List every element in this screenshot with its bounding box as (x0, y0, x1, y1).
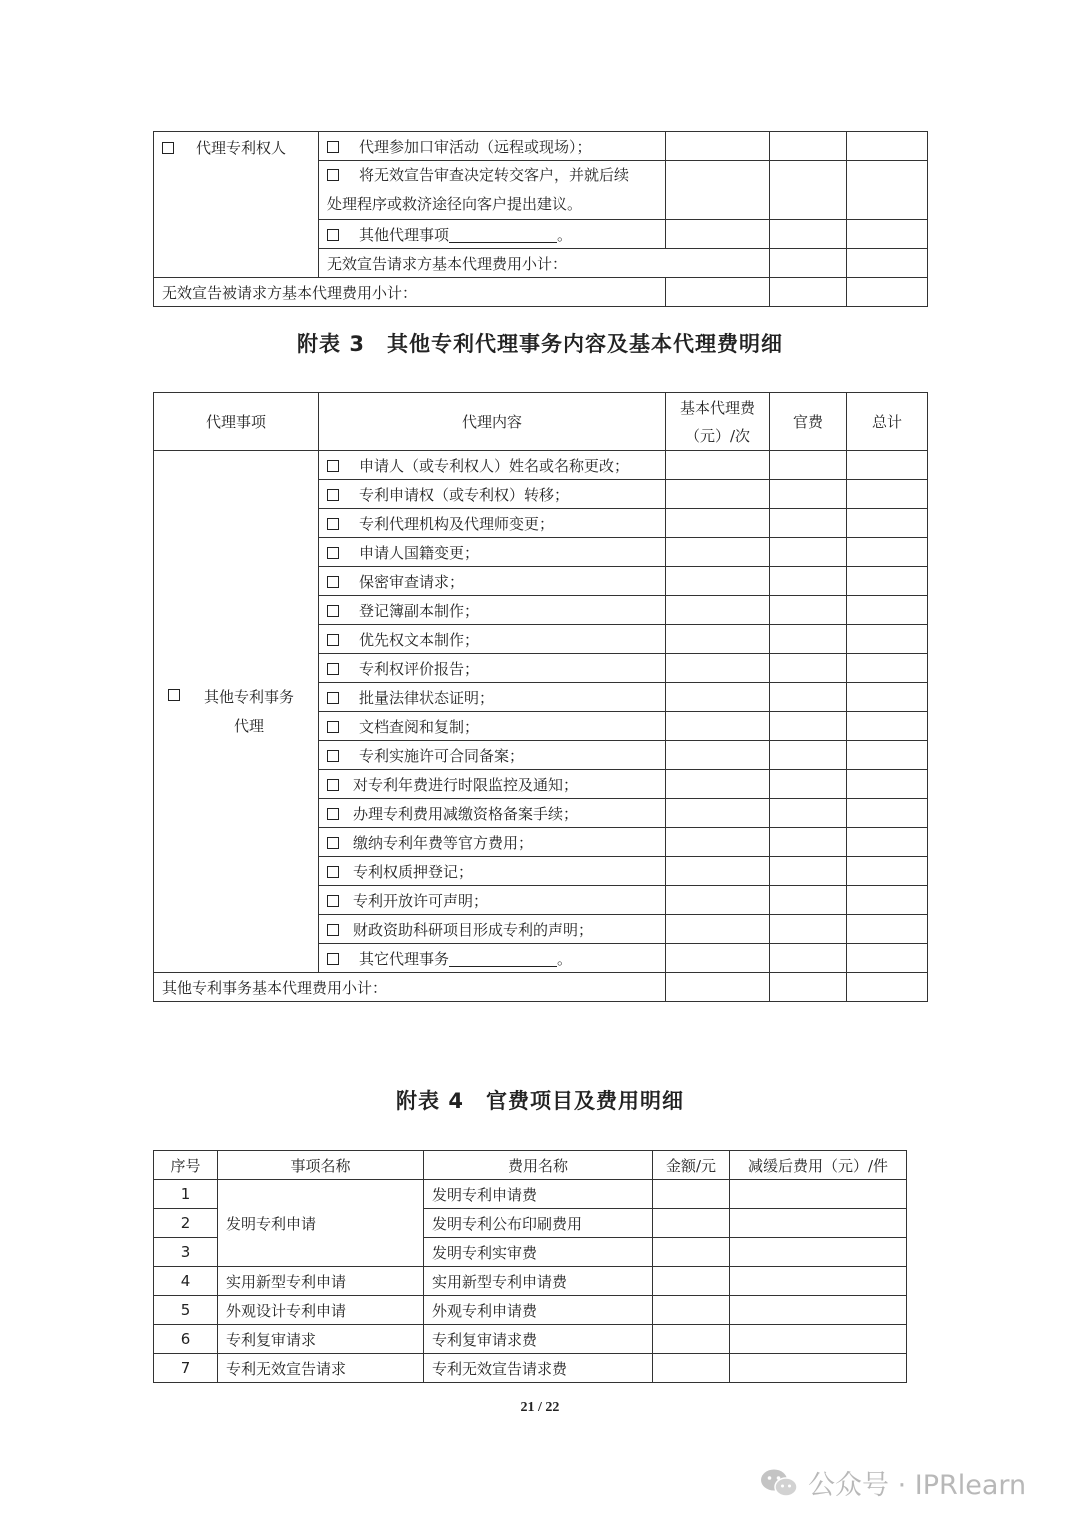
subtotal-respondent: 无效宣告被请求方基本代理费用小计： (154, 278, 666, 307)
official-fee-cell (770, 480, 847, 509)
header-fee-line2: （元）/次 (684, 426, 751, 445)
item-cell (319, 770, 666, 799)
row-number: 6 (154, 1325, 218, 1354)
fee-name: 发明专利实审费 (424, 1238, 653, 1267)
item-label: 专利代理机构及代理师变更； (359, 514, 555, 533)
item-cell (319, 596, 666, 625)
reduced-fee-cell (730, 1296, 907, 1325)
fee-name: 实用新型专利申请费 (424, 1267, 653, 1296)
header-fee-name: 费用名称 (424, 1151, 653, 1180)
wechat-icon (760, 1468, 798, 1498)
item-cell (319, 944, 666, 973)
fee-cell (666, 799, 770, 828)
group-label: 其他专利事务 (204, 687, 295, 706)
reduced-fee-cell (730, 1354, 907, 1383)
fee-cell (666, 132, 770, 161)
item-cell (319, 828, 666, 857)
item-label: 专利实施许可合同备案； (359, 746, 525, 765)
item-label: 专利开放许可声明； (353, 891, 489, 910)
checkbox[interactable] (327, 576, 339, 588)
total-cell (847, 509, 928, 538)
item-cell (319, 654, 666, 683)
amount-cell (653, 1209, 730, 1238)
official-fee-cell (770, 770, 847, 799)
suffix: 。 (557, 225, 573, 244)
fee-cell (666, 712, 770, 741)
row-number: 4 (154, 1267, 218, 1296)
fee-name: 发明专利公布印刷费用 (424, 1209, 653, 1238)
item-label: 财政资助科研项目形成专利的声明； (353, 920, 594, 939)
official-fee-cell (770, 538, 847, 567)
total-cell (847, 770, 928, 799)
checkbox[interactable] (327, 229, 339, 241)
fee-cell (666, 944, 770, 973)
fee-cell (666, 886, 770, 915)
fee-cell (666, 480, 770, 509)
fee-cell (666, 654, 770, 683)
amount-cell (653, 1325, 730, 1354)
item-cell (319, 799, 666, 828)
section-3-heading (0, 328, 1080, 358)
header-amount: 金额/元 (653, 1151, 730, 1180)
header-no: 序号 (154, 1151, 218, 1180)
item-label: 专利权评价报告； (359, 659, 480, 678)
total-cell (847, 973, 928, 1002)
checkbox[interactable] (327, 663, 339, 675)
total-cell (847, 712, 928, 741)
fee-cell (770, 249, 847, 278)
official-fee-cell (770, 220, 847, 249)
fee-name: 专利无效宣告请求费 (424, 1354, 653, 1383)
reduced-fee-cell (730, 1325, 907, 1354)
checkbox[interactable] (327, 169, 339, 181)
fee-cell (666, 509, 770, 538)
total-cell (847, 596, 928, 625)
item-cell (319, 625, 666, 654)
table-other-patent-affairs (153, 392, 928, 1002)
header-total: 总计 (847, 393, 928, 451)
page-number: 21 / 22 (520, 1400, 560, 1415)
blank-line[interactable] (449, 952, 557, 967)
total-cell (847, 625, 928, 654)
official-fee-cell (770, 625, 847, 654)
section-title: 官费项目及费用明细 (485, 1088, 684, 1113)
checkbox[interactable] (327, 489, 339, 501)
official-fee-cell (847, 249, 928, 278)
header-matter: 事项名称 (218, 1151, 424, 1180)
item-label: 申请人（或专利权人）姓名或名称更改； (359, 456, 630, 475)
fee-cell (666, 567, 770, 596)
checkbox[interactable] (327, 808, 339, 820)
total-cell (847, 828, 928, 857)
header-content: 代理内容 (319, 393, 666, 451)
checkbox[interactable] (327, 924, 339, 936)
fee-cell (666, 857, 770, 886)
fee-cell (666, 741, 770, 770)
section-number: 附表 3 (297, 332, 365, 356)
fee-cell (666, 973, 770, 1002)
checkbox[interactable] (327, 692, 339, 704)
checkbox[interactable] (327, 721, 339, 733)
item-label: 申请人国籍变更； (359, 543, 480, 562)
matter-name: 专利复审请求 (218, 1325, 424, 1354)
item-label: 文档查阅和复制； (359, 717, 480, 736)
matter-name: 专利无效宣告请求 (218, 1354, 424, 1383)
total-cell (847, 886, 928, 915)
fee-cell (666, 596, 770, 625)
table-row (154, 1296, 907, 1325)
item-cell (319, 161, 666, 220)
subtotal-other: 其他专利事务基本代理费用小计： (154, 973, 666, 1002)
official-fee-cell (770, 712, 847, 741)
official-fee-cell (770, 567, 847, 596)
fee-cell (666, 161, 770, 220)
fee-cell (666, 625, 770, 654)
checkbox[interactable] (327, 605, 339, 617)
item-label: 专利权质押登记； (353, 862, 474, 881)
item-label: 将无效宣告审查决定转交客户，并就后续 (359, 166, 630, 184)
table-row (154, 1354, 907, 1383)
checkbox[interactable] (162, 142, 174, 154)
item-cell (319, 915, 666, 944)
amount-cell (653, 1354, 730, 1383)
item-cell (319, 538, 666, 567)
total-cell (847, 161, 928, 220)
official-fee-cell (770, 509, 847, 538)
total-cell (847, 741, 928, 770)
official-fee-cell (770, 596, 847, 625)
header-official: 官费 (770, 393, 847, 451)
reduced-fee-cell (730, 1238, 907, 1267)
checkbox[interactable] (327, 750, 339, 762)
official-fee-cell (770, 451, 847, 480)
group-label-cont: 代理 (234, 716, 265, 735)
official-fee-cell (770, 683, 847, 712)
checkbox[interactable] (327, 953, 339, 965)
official-fee-cell (770, 654, 847, 683)
row-number: 3 (154, 1238, 218, 1267)
official-fee-cell (770, 944, 847, 973)
official-fee-cell (770, 857, 847, 886)
header-fee (666, 393, 770, 451)
item-cell (319, 712, 666, 741)
header-reduced: 减缓后费用（元）/件 (730, 1151, 907, 1180)
item-label: 办理专利费用减缴资格备案手续； (353, 804, 579, 823)
total-cell (847, 654, 928, 683)
fee-cell (666, 770, 770, 799)
header-matter: 代理事项 (154, 393, 319, 451)
item-label-cont: 处理程序或救济途径向客户提出建议。 (327, 195, 583, 213)
official-fee-cell (770, 278, 847, 307)
total-cell (847, 480, 928, 509)
group-cell (154, 132, 319, 278)
fee-cell (666, 278, 770, 307)
item-cell (319, 567, 666, 596)
item-cell (319, 509, 666, 538)
checkbox[interactable] (327, 895, 339, 907)
row-number: 2 (154, 1209, 218, 1238)
fee-cell (666, 451, 770, 480)
total-cell (847, 857, 928, 886)
checkbox[interactable] (327, 547, 339, 559)
item-cell (319, 220, 666, 249)
total-cell (847, 220, 928, 249)
official-fee-cell (770, 132, 847, 161)
blank-line[interactable] (449, 228, 557, 243)
amount-cell (653, 1180, 730, 1209)
fee-cell (666, 538, 770, 567)
official-fee-cell (770, 915, 847, 944)
item-label: 其它代理事务 (359, 949, 450, 968)
official-fee-cell (770, 886, 847, 915)
total-cell (847, 799, 928, 828)
checkbox[interactable] (327, 634, 339, 646)
item-label: 批量法律状态证明； (359, 688, 495, 707)
watermark-text: 公众号 · IPRlearn (808, 1470, 1027, 1501)
item-label: 代理参加口审活动（远程或现场）； (359, 137, 592, 156)
fee-name: 外观专利申请费 (424, 1296, 653, 1325)
item-cell (319, 683, 666, 712)
reduced-fee-cell (730, 1209, 907, 1238)
item-label: 保密审查请求； (359, 572, 465, 591)
item-cell (319, 857, 666, 886)
checkbox[interactable] (327, 141, 339, 153)
total-cell (847, 278, 928, 307)
official-fee-cell (770, 973, 847, 1002)
item-label: 优先权文本制作； (359, 630, 480, 649)
table-official-fees (153, 1150, 907, 1383)
total-cell (847, 538, 928, 567)
matter-name: 实用新型专利申请 (218, 1267, 424, 1296)
fee-name: 发明专利申请费 (424, 1180, 653, 1209)
group-label: 代理专利权人 (196, 139, 287, 157)
checkbox[interactable] (327, 518, 339, 530)
fee-cell (666, 220, 770, 249)
checkbox[interactable] (327, 779, 339, 791)
reduced-fee-cell (730, 1267, 907, 1296)
item-label: 登记簿副本制作； (359, 601, 480, 620)
amount-cell (653, 1296, 730, 1325)
official-fee-cell (770, 161, 847, 220)
group-cell (154, 451, 319, 973)
item-label: 对专利年费进行时限监控及通知； (353, 775, 579, 794)
section-4-heading (0, 1085, 1080, 1115)
item-cell (319, 480, 666, 509)
amount-cell (653, 1238, 730, 1267)
table-invalidation-fees (153, 131, 928, 307)
total-cell (847, 132, 928, 161)
checkbox[interactable] (327, 837, 339, 849)
table-row (154, 1267, 907, 1296)
total-cell (847, 683, 928, 712)
section-title: 其他专利代理事务内容及基本代理费明细 (386, 331, 783, 356)
total-cell (847, 944, 928, 973)
item-cell (319, 451, 666, 480)
matter-name: 外观设计专利申请 (218, 1296, 424, 1325)
item-label: 其他代理事项 (359, 225, 450, 244)
item-label: 专利申请权（或专利权）转移； (359, 485, 570, 504)
watermark (760, 1463, 1026, 1502)
matter-name: 发明专利申请 (218, 1180, 424, 1267)
table-row (154, 1325, 907, 1354)
row-number: 7 (154, 1354, 218, 1383)
reduced-fee-cell (730, 1180, 907, 1209)
total-cell (847, 451, 928, 480)
checkbox[interactable] (327, 866, 339, 878)
suffix: 。 (557, 949, 573, 968)
item-cell (319, 886, 666, 915)
item-cell (319, 132, 666, 161)
official-fee-cell (770, 741, 847, 770)
fee-cell (666, 915, 770, 944)
item-label: 缴纳专利年费等官方费用； (353, 833, 534, 852)
amount-cell (653, 1267, 730, 1296)
subtotal-requester: 无效宣告请求方基本代理费用小计： (319, 249, 770, 278)
row-number: 1 (154, 1180, 218, 1209)
checkbox[interactable] (168, 689, 180, 701)
fee-name: 专利复审请求费 (424, 1325, 653, 1354)
official-fee-cell (770, 799, 847, 828)
fee-cell (666, 683, 770, 712)
table-row (154, 451, 928, 480)
official-fee-cell (770, 828, 847, 857)
section-number: 附表 4 (396, 1089, 464, 1113)
checkbox[interactable] (327, 460, 339, 472)
total-cell (847, 915, 928, 944)
total-cell (847, 567, 928, 596)
table-row (154, 1180, 907, 1209)
fee-cell (666, 828, 770, 857)
header-fee-line1: 基本代理费 (679, 398, 755, 417)
item-cell (319, 741, 666, 770)
row-number: 5 (154, 1296, 218, 1325)
